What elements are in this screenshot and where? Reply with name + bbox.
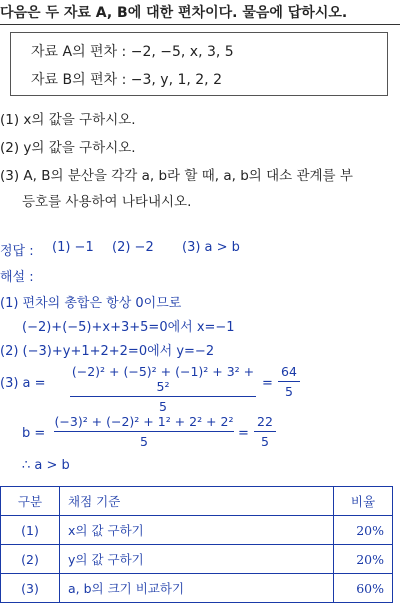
row-category: (1) xyxy=(1,516,60,545)
data-row-a: 자료 A의 편차 : −2, −5, x, 3, 5 xyxy=(31,44,234,60)
title-divider xyxy=(0,24,400,25)
row-category: (3) xyxy=(1,574,60,603)
question-2-number: (2) xyxy=(0,140,20,156)
row-ratio: 60% xyxy=(334,574,393,603)
table-row xyxy=(1,516,393,545)
solution-1-equation: (−2)+(−5)+x+3+5=0에서 x=−1 xyxy=(22,320,235,335)
answer-1: (1) −1 xyxy=(52,240,94,255)
answer-label: 정답 : xyxy=(0,244,34,259)
therefore-line: ∴ a > b xyxy=(22,458,70,473)
question-3-text: A, B의 분산을 각각 a, b라 할 때, a, b의 대소 관계를 부 xyxy=(23,168,353,184)
row-criteria: y의 값 구하기 xyxy=(60,545,334,574)
row-criteria: x의 값 구하기 xyxy=(60,516,334,545)
row-category: (2) xyxy=(1,545,60,574)
solution-3-b-prefix: b = xyxy=(22,426,46,441)
solution-3-a-prefix: (3) a = xyxy=(0,376,46,391)
solution-3-b-fraction xyxy=(54,414,234,449)
solution-3-a-result xyxy=(278,364,300,399)
answer-2: (2) −2 xyxy=(112,240,154,255)
question-3-continued: 등호를 사용하여 나타내시오. xyxy=(22,194,192,210)
data-row-b: 자료 B의 편차 : −3, y, 1, 2, 2 xyxy=(31,72,222,88)
solution-2-equation: (2) (−3)+y+1+2+2=0에서 y=−2 xyxy=(0,344,215,359)
row-ratio: 20% xyxy=(334,545,393,574)
row-criteria: a, b의 크기 비교하기 xyxy=(60,574,334,603)
solution-3-a-equals: = xyxy=(262,376,273,391)
result-bar xyxy=(278,381,300,382)
fraction-denominator: 5 xyxy=(140,434,148,449)
result-numerator: 64 xyxy=(281,364,297,379)
data-box xyxy=(10,32,388,96)
table-header-row xyxy=(1,487,393,516)
answer-3: (3) a > b xyxy=(182,240,240,255)
fraction-bar xyxy=(54,431,234,432)
question-1-text: x의 값을 구하시오. xyxy=(23,112,136,128)
fraction-denominator: 5 xyxy=(159,399,167,414)
question-1-number: (1) xyxy=(0,112,20,128)
fraction-bar xyxy=(70,396,256,397)
result-denominator: 5 xyxy=(285,384,293,399)
solution-3-b-result xyxy=(254,414,276,449)
solution-1-head: (1) 편차의 총합은 항상 0이므로 xyxy=(0,296,182,311)
result-numerator: 22 xyxy=(257,414,273,429)
header-criteria: 채점 기준 xyxy=(60,487,334,516)
question-3 xyxy=(0,164,353,184)
question-2-text: y의 값을 구하시오. xyxy=(23,140,136,156)
result-denominator: 5 xyxy=(261,434,269,449)
result-bar xyxy=(254,431,276,432)
question-2 xyxy=(0,136,136,156)
header-category: 구분 xyxy=(1,487,60,516)
fraction-numerator: (−2)² + (−5)² + (−1)² + 3² + 5² xyxy=(71,364,255,394)
fraction-numerator: (−3)² + (−2)² + 1² + 2² + 2² xyxy=(54,414,234,429)
solution-3-b-equals: = xyxy=(238,426,249,441)
problem-title: 다음은 두 자료 A, B에 대한 편차이다. 물음에 답하시오. xyxy=(0,5,348,21)
scoring-table xyxy=(0,486,393,603)
solution-3-a-fraction xyxy=(70,364,256,414)
question-1 xyxy=(0,108,136,128)
table-row xyxy=(1,574,393,603)
row-ratio: 20% xyxy=(334,516,393,545)
question-3-number: (3) xyxy=(0,168,20,184)
solution-label: 해설 : xyxy=(0,270,34,285)
header-ratio: 비율 xyxy=(334,487,393,516)
table-row xyxy=(1,545,393,574)
